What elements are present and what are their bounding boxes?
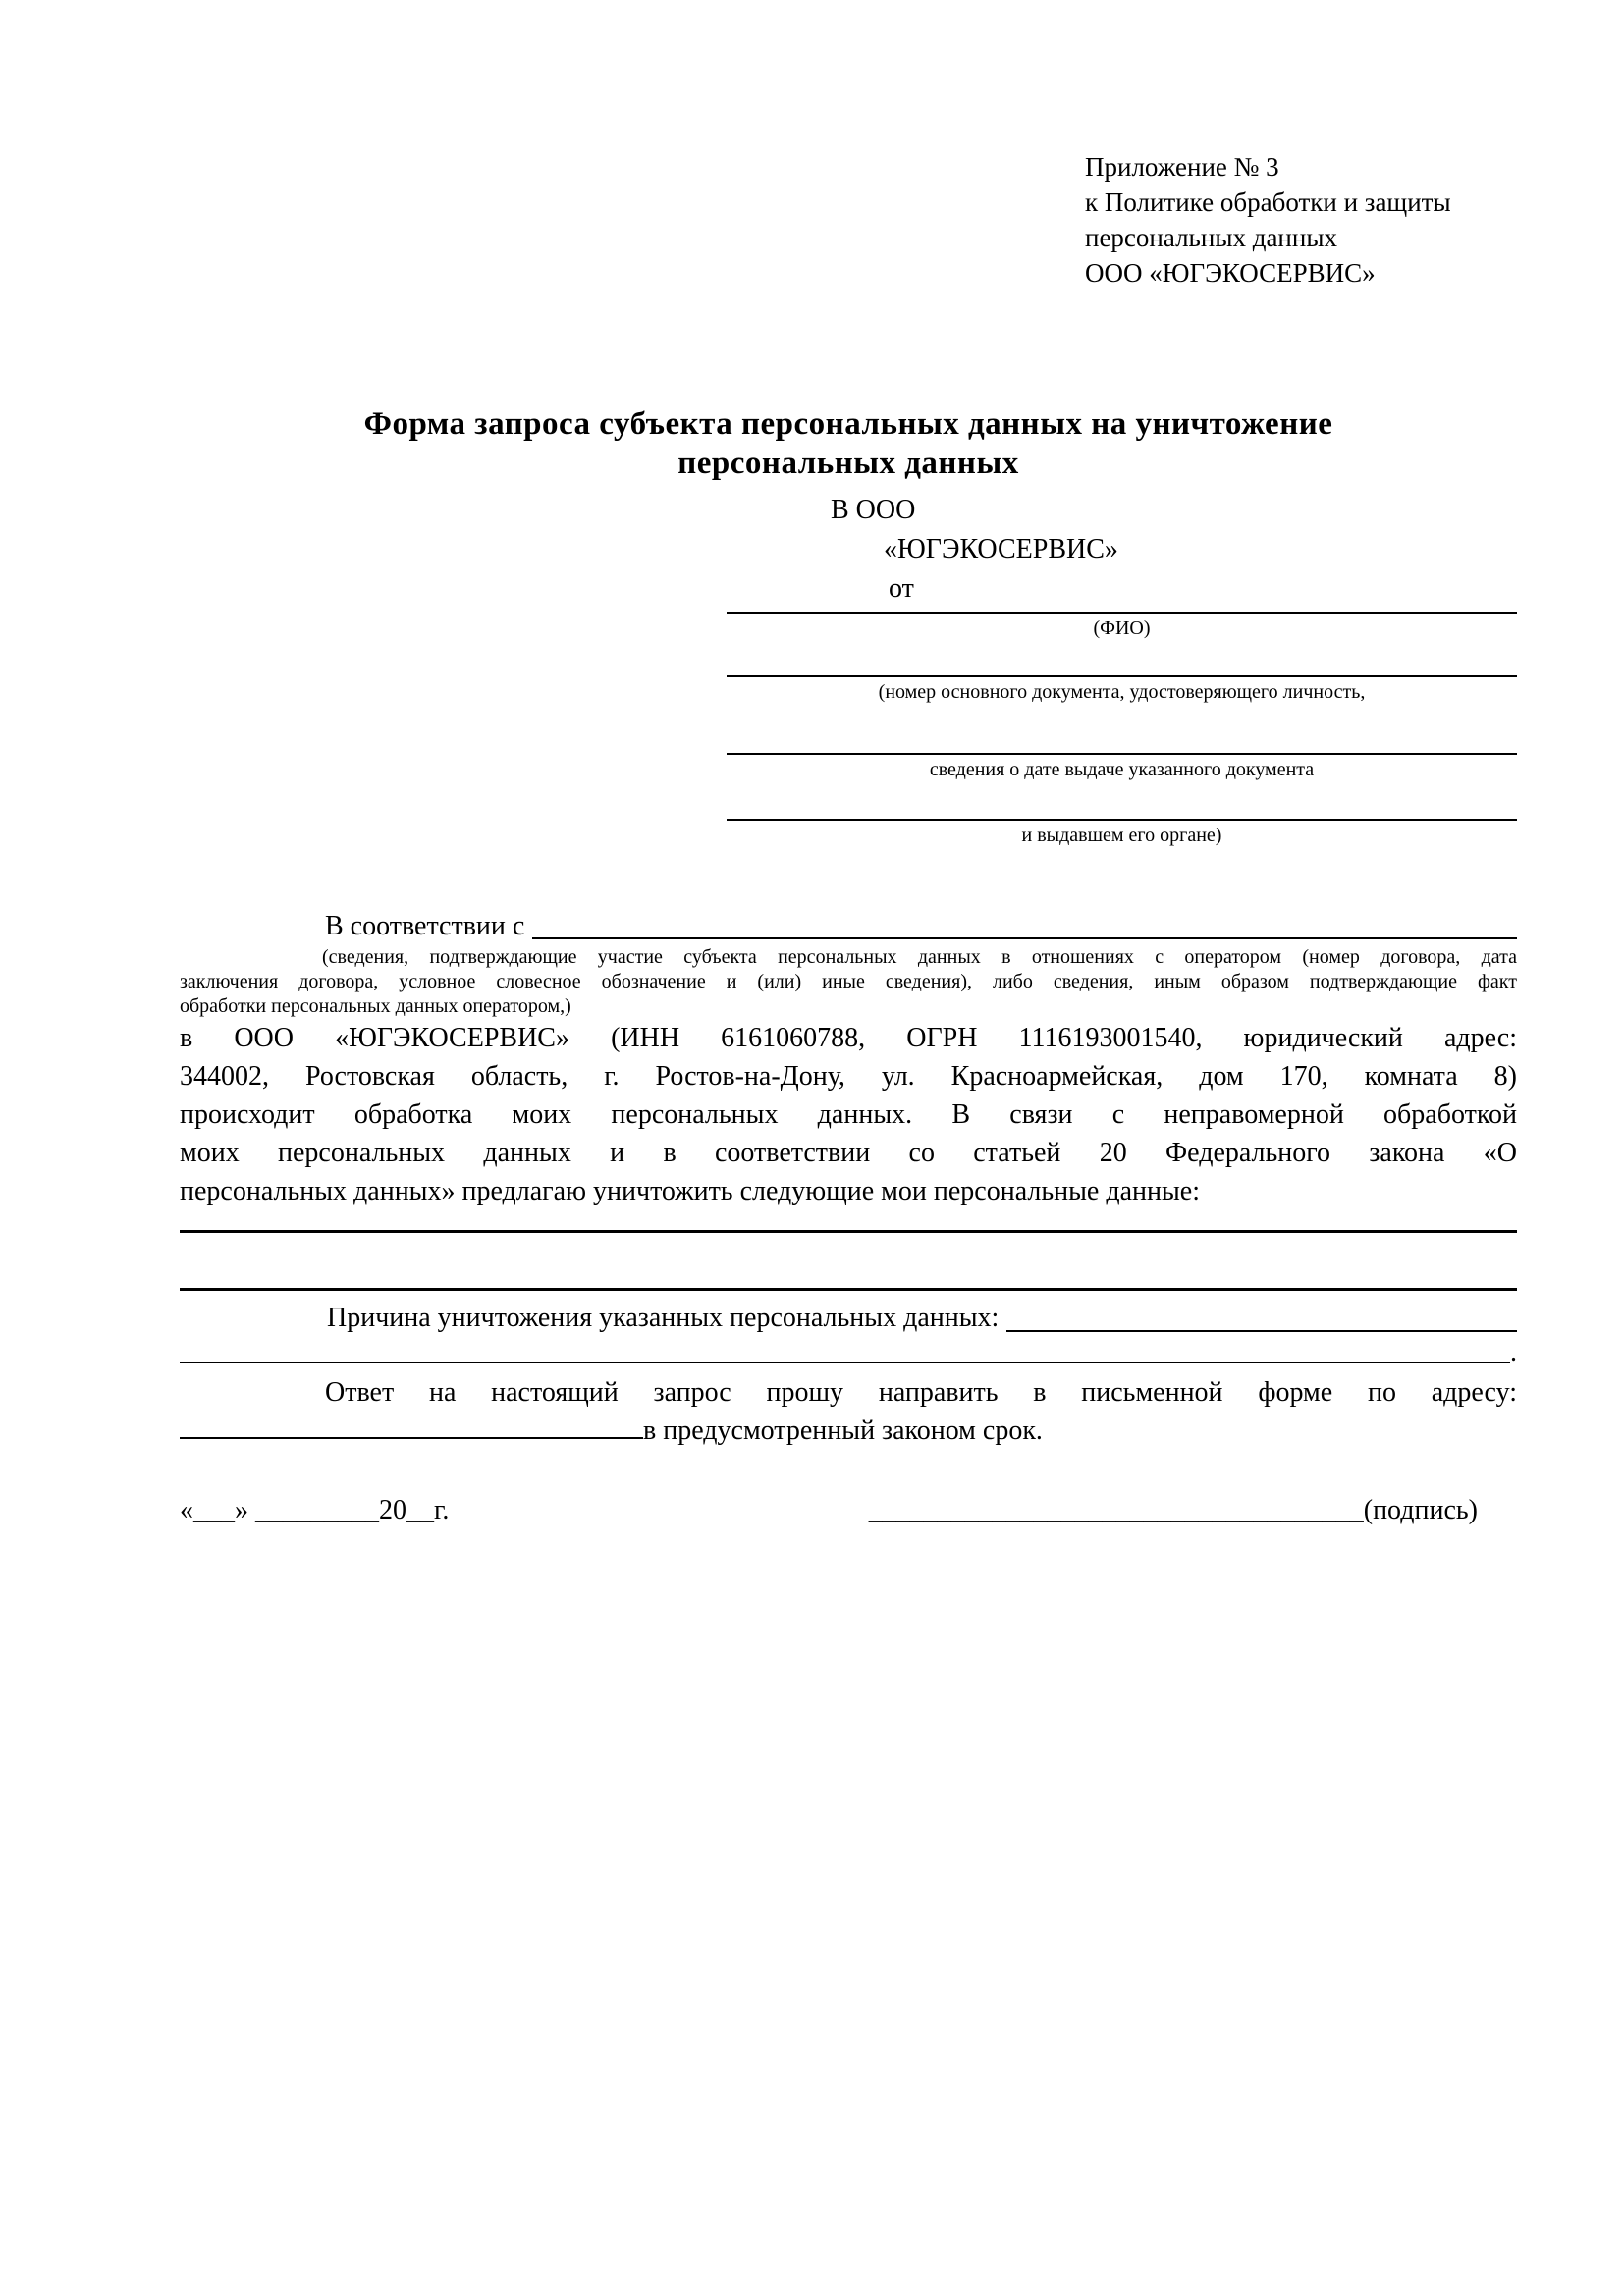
body-line-1: в ООО «ЮГЭКОСЕРВИС» (ИНН 6161060788, ОГРН 1116193001540, юридический адрес: [180, 1023, 1517, 1053]
appendix-line-1: Приложение № 3 [1085, 152, 1279, 182]
addressee-org-line-2: «ЮГЭКОСЕРВИС» [884, 534, 1118, 564]
reason-period: . [1510, 1337, 1517, 1367]
accordance-lead-text: В соответствии с [325, 911, 525, 941]
addressee-org-line-1: В ООО [831, 495, 916, 525]
signature-caption: (подпись) [1363, 1495, 1478, 1525]
reason-row [180, 1299, 1517, 1338]
document-title [180, 404, 1517, 483]
note-line-2: заключения договора, условное словесное обозначение и (или) иные сведения), либо сведения, иным образом подтверждающие факт [180, 971, 1517, 992]
issuing-authority-caption: и выдавшем его органе) [1021, 825, 1222, 846]
reason-lead-text: Причина уничтожения указанных персональных данных: [327, 1303, 1000, 1333]
reason-blank-continuation [180, 1338, 1517, 1367]
appendix-line-4: ООО «ЮГЭКОСЕРВИС» [1085, 258, 1376, 288]
id-document-caption: (номер основного документа, удостоверяющего личность, [878, 681, 1366, 703]
appendix-block [1085, 149, 1517, 291]
issue-date-caption: сведения о дате выдаче указанного документа [929, 759, 1315, 780]
answer-line-2 [180, 1412, 1517, 1450]
fio-field [727, 612, 1517, 640]
id-document-field [727, 675, 1517, 704]
issuing-authority-field [727, 819, 1517, 847]
issue-date-field [727, 753, 1517, 781]
issuing-authority-blank-line [727, 819, 1517, 821]
appendix-line-3: персональных данных [1085, 223, 1337, 252]
date-field: «___» _________20__г. [180, 1495, 450, 1525]
id-document-blank-line [727, 675, 1517, 677]
accordance-note [180, 945, 1517, 1019]
signature-row [180, 1491, 1517, 1530]
accordance-blank-line [532, 937, 1517, 939]
answer-line-2-text: в предусмотренный законом срок. [643, 1415, 1043, 1446]
fio-caption: (ФИО) [1093, 617, 1151, 639]
body-line-2: 344002, Ростовская область, г. Ростов-на-Дону, ул. Красноармейская, дом 170, комната 8) [180, 1061, 1517, 1092]
note-line-3: обработки персональных данных оператором,) [180, 995, 571, 1017]
body-line-3: происходит обработка моих персональных данных. В связи с неправомерной обработкой [180, 1099, 1517, 1130]
appendix-line-2: к Политике обработки и защиты [1085, 187, 1451, 217]
data-blank-line-2 [180, 1288, 1517, 1291]
answer-line-1: Ответ на настоящий запрос прошу направить в письменной форме по адресу: [325, 1377, 1517, 1408]
reason-blank-line-2 [180, 1362, 1510, 1363]
title-line-1: Форма запроса субъекта персональных данных на уничтожение [363, 406, 1333, 442]
accordance-row [180, 908, 1517, 945]
signature-blank-line: ____________________________________ [868, 1495, 1364, 1525]
fio-blank-line [727, 612, 1517, 614]
data-blank-line-1 [180, 1230, 1517, 1233]
signature-field [869, 1491, 1478, 1530]
note-line-1: (сведения, подтверждающие участие субъекта персональных данных в отношениях с оператором (номер договора, дата [322, 946, 1517, 968]
addressee-from-label: от [889, 573, 914, 604]
reason-blank-line [1006, 1330, 1517, 1332]
title-line-2: персональных данных [677, 446, 1019, 481]
body-line-5: персональных данных» предлагаю уничтожить следующие мои персональные данные: [180, 1176, 1200, 1206]
main-paragraph [180, 1019, 1517, 1210]
body-line-4: моих персональных данных и в соответствии со статьей 20 Федерального закона «О [180, 1138, 1517, 1168]
issue-date-blank-line [727, 753, 1517, 755]
address-blank-line [180, 1437, 643, 1439]
